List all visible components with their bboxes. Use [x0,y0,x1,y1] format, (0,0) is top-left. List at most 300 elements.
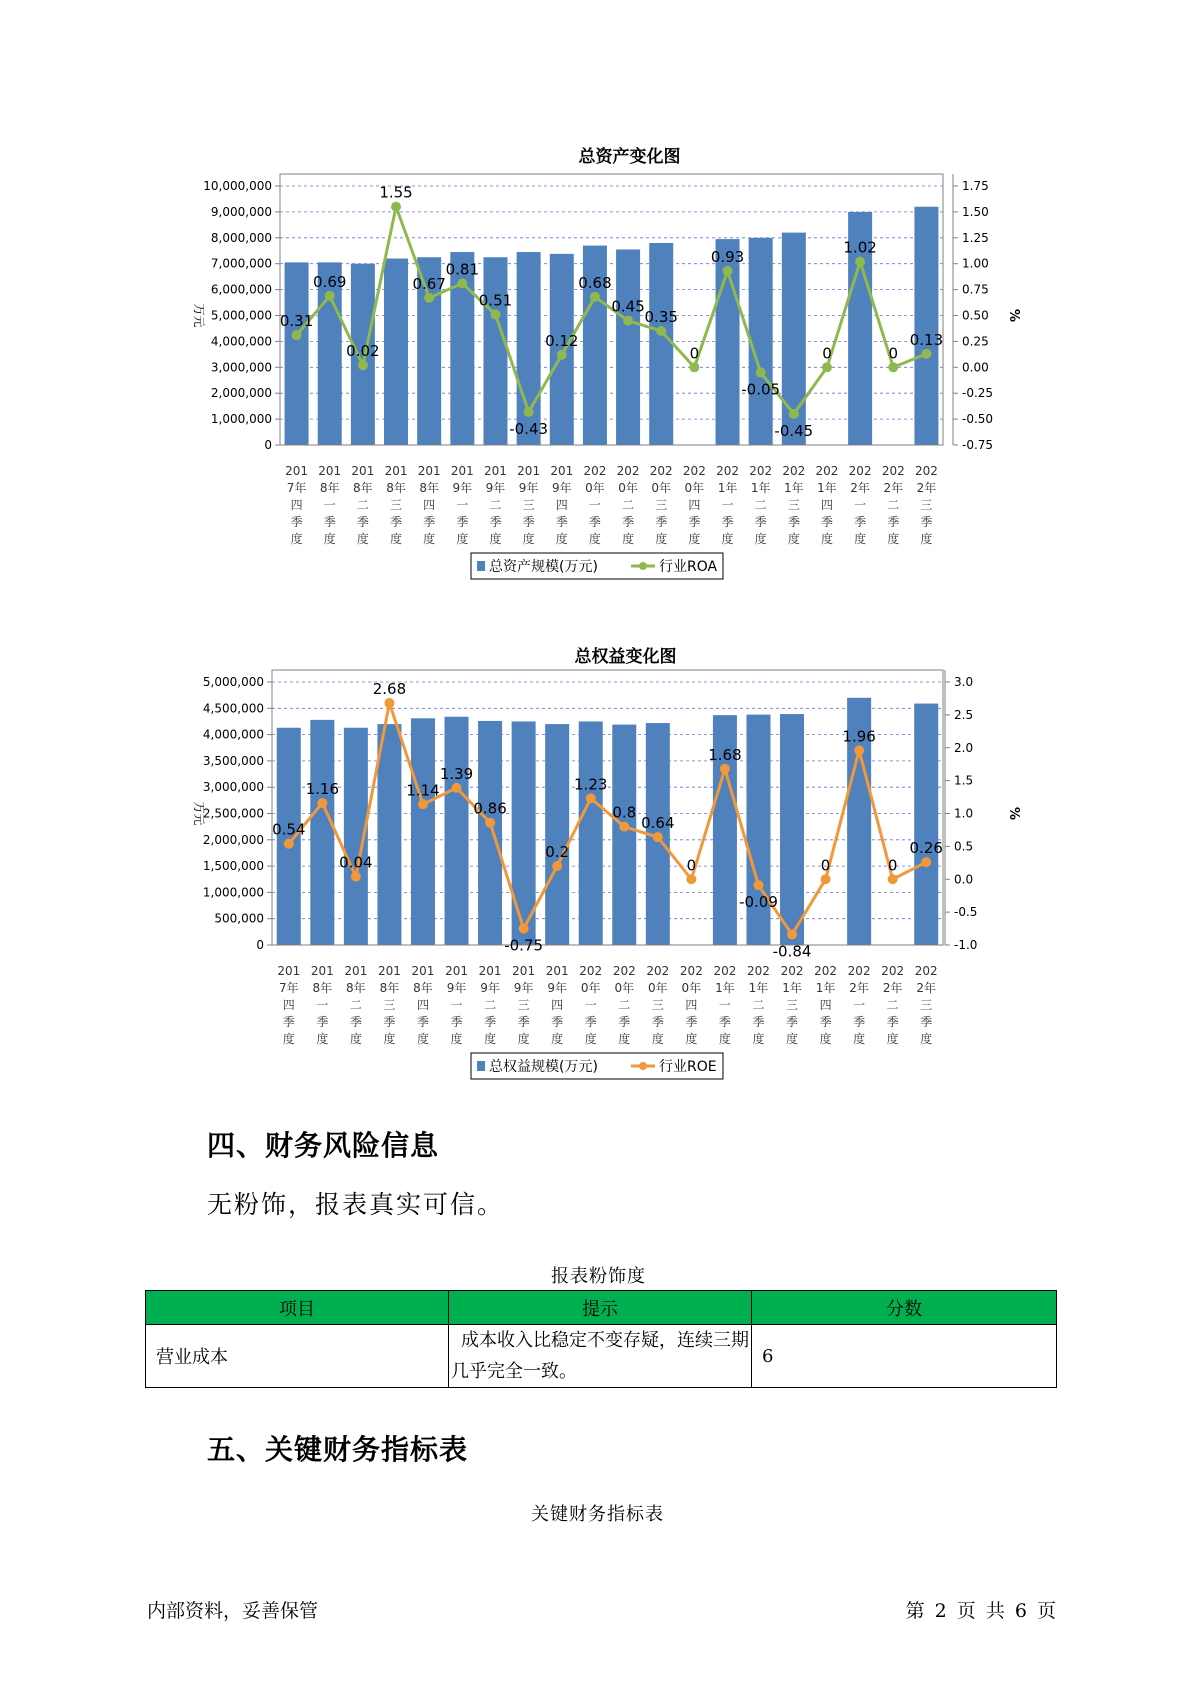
x-tick-label: 201 [344,964,368,978]
x-tick-label: 季 [517,1015,530,1029]
x-tick-label: 202 [649,464,673,478]
data-label: 1.14 [406,781,440,800]
x-tick-label: 季 [685,1015,698,1029]
x-tick-label: 季 [383,1015,396,1029]
section5-heading: 五、关键财务指标表 [207,1433,469,1466]
x-tick-label: 三 [651,998,664,1012]
y2-axis-label: % [1006,308,1021,323]
table-row [146,1325,1057,1388]
line-point [854,745,864,755]
line-point [284,839,294,849]
x-tick-label: 201 [384,464,408,478]
x-tick-label: 季 [920,515,933,529]
x-tick-label: 202 [583,464,607,478]
x-tick-label: 季 [651,1015,664,1029]
y-tick-label: 4,000,000 [210,334,272,349]
x-tick-label: 2年 [916,481,937,495]
y2-tick-label: 1.00 [962,256,989,271]
x-tick-label: 三 [522,498,535,512]
x-tick-label: 0年 [651,481,672,495]
x-tick-label: 季 [349,1015,362,1029]
x-tick-label: 201 [411,964,435,978]
x-tick-label: 201 [478,964,502,978]
y-tick-label: 0 [264,438,272,452]
line-point [888,362,898,372]
x-tick-label: 季 [787,515,800,529]
x-tick-label: 三 [920,998,933,1012]
y-tick-label: 7,000,000 [210,256,272,271]
data-label: 0.31 [279,312,314,331]
x-tick-label: 202 [679,964,703,978]
y-axis-label: 万元 [192,801,206,826]
x-tick-label: 8年 [413,981,433,995]
data-label: 0.13 [909,330,944,349]
x-tick-label: 201 [450,464,474,478]
x-tick-label: 9年 [480,981,500,995]
y2-tick-label: 1.5 [954,773,974,788]
line-point [720,764,730,774]
x-tick-label: 四 [290,498,303,512]
risk-table-caption: 报表粉饰度 [551,1266,646,1287]
x-tick-label: 度 [886,1032,899,1046]
x-tick-label: 季 [416,1015,429,1029]
x-tick-label: 1年 [717,481,738,495]
x-tick-label: 202 [881,964,905,978]
x-tick-label: 度 [349,1032,362,1046]
data-label: 0.02 [346,342,380,361]
x-tick-label: 201 [517,464,541,478]
x-tick-label: 度 [517,1032,530,1046]
section4-heading: 四、财务风险信息 [207,1129,440,1162]
bar [612,725,636,945]
bar [483,257,507,445]
y-tick-label: 8,000,000 [210,230,272,245]
y-tick-label: 1,000,000 [202,885,264,900]
x-tick-label: 201 [318,464,342,478]
line-point [921,857,931,867]
line-point [590,292,600,302]
x-tick-label: 一 [721,498,734,512]
line-point [358,360,368,370]
x-tick-label: 度 [718,1032,731,1046]
line-point [457,278,467,288]
line-point [317,798,327,808]
x-tick-label: 度 [551,1032,564,1046]
x-tick-label: 度 [416,1032,429,1046]
x-tick-label: 度 [786,1032,799,1046]
x-tick-label: 202 [914,964,938,978]
x-tick-label: 四 [555,498,568,512]
data-label: -0.75 [504,936,544,955]
x-tick-label: 二 [752,998,765,1012]
legend-line-label: 行业ROE [659,1059,717,1075]
line-point [519,924,529,934]
x-tick-label: 度 [588,532,601,546]
data-label: -0.05 [741,380,781,399]
x-tick-label: 2年 [916,981,937,995]
data-label: 0.26 [909,839,943,858]
line-point [557,350,567,360]
x-tick-label: 7年 [286,481,307,495]
x-tick-label: 季 [854,515,867,529]
bar [285,262,309,445]
data-label: -0.84 [772,942,812,961]
x-tick-label: 季 [584,1015,597,1029]
x-tick-label: 201 [310,964,334,978]
x-tick-label: 度 [655,532,668,546]
x-tick-label: 二 [887,498,900,512]
x-tick-label: 201 [484,464,507,478]
data-label: 0.45 [611,297,645,316]
x-tick-label: 度 [622,532,635,546]
data-label: 0.68 [578,273,612,292]
y-tick-label: 500,000 [214,911,264,926]
x-tick-label: 度 [489,532,502,546]
line-point [723,266,733,276]
data-label: 0.81 [445,260,480,279]
bar [478,721,502,945]
x-tick-label: 度 [685,1032,698,1046]
x-tick-label: 202 [881,464,905,478]
bar [445,717,469,945]
x-tick-label: 度 [920,1032,933,1046]
bar [616,249,640,445]
legend-line-marker [639,562,647,570]
x-tick-label: 0年 [614,981,635,995]
bar [780,714,804,945]
line-point [490,309,500,319]
x-tick-label: 三 [390,498,403,512]
x-tick-label: 季 [390,515,403,529]
data-label: 0.2 [545,843,570,862]
x-tick-label: 201 [512,964,536,978]
y2-tick-label: 1.25 [962,230,989,245]
x-tick-label: 8年 [346,981,366,995]
x-tick-label: 2年 [883,481,904,495]
x-tick-label: 度 [282,1032,295,1046]
data-label: 0.8 [612,803,637,822]
x-tick-label: 度 [323,532,336,546]
x-tick-label: 季 [819,1015,832,1029]
risk-table-header-hint: 提示 [449,1291,752,1325]
x-tick-label: 1年 [782,981,802,995]
x-tick-label: 202 [914,464,938,478]
line-point [391,202,401,212]
y2-tick-label: -0.75 [962,438,994,452]
x-tick-label: 季 [655,515,668,529]
line-point [653,832,663,842]
x-tick-label: 四 [551,998,564,1012]
x-tick-label: 季 [820,515,833,529]
x-tick-label: 202 [814,964,838,978]
x-tick-label: 1年 [817,481,837,495]
x-tick-label: 度 [456,532,469,546]
x-tick-label: 9年 [547,981,567,995]
x-tick-label: 8年 [312,981,333,995]
x-tick-label: 度 [853,1032,866,1046]
data-label: 1.68 [708,745,742,764]
x-tick-label: 1年 [784,481,804,495]
x-tick-label: 9年 [551,481,572,495]
x-tick-label: 季 [752,1015,765,1029]
x-tick-label: 一 [854,498,867,512]
line-point [789,409,799,419]
line-point [888,874,898,884]
x-tick-label: 一 [450,998,463,1012]
x-tick-label: 三 [655,498,668,512]
x-tick-label: 度 [651,1032,664,1046]
x-tick-label: 202 [780,964,804,978]
x-tick-label: 二 [356,498,369,512]
legend-line-marker [639,1062,647,1070]
x-tick-label: 季 [522,515,535,529]
x-tick-label: 度 [754,532,767,546]
x-tick-label: 季 [754,515,767,529]
data-label: 1.02 [843,238,877,257]
x-tick-label: 8年 [386,481,406,495]
x-tick-label: 0年 [684,481,705,495]
x-tick-label: 季 [721,515,734,529]
x-tick-label: 202 [646,964,670,978]
y2-tick-label: 1.75 [962,179,989,193]
x-tick-label: 季 [489,515,502,529]
y2-tick-label: -0.50 [962,412,994,427]
x-tick-label: 度 [484,1032,497,1046]
risk-table-header-row [146,1291,1057,1325]
x-tick-label: 202 [616,464,640,478]
x-tick-label: 9年 [452,481,473,495]
y2-tick-label: 0.50 [962,308,989,323]
x-tick-label: 季 [588,515,601,529]
y-tick-label: 2,500,000 [202,806,264,821]
x-tick-label: 度 [819,1032,832,1046]
x-tick-label: 0年 [681,981,702,995]
x-tick-label: 202 [782,464,806,478]
footer-confidential-note: 内部资料，妥善保管 [147,1600,319,1622]
data-label: 1.39 [439,764,474,783]
x-tick-label: 季 [920,1015,933,1029]
y-tick-label: 2,000,000 [202,832,264,847]
line-point [424,293,434,303]
x-tick-label: 1年 [815,981,836,995]
x-tick-label: 度 [787,532,800,546]
x-tick-label: 三 [383,998,396,1012]
y2-tick-label: 0.00 [962,360,989,375]
x-tick-label: 0年 [648,981,668,995]
x-tick-label: 二 [349,998,362,1012]
y2-tick-label: 2.5 [954,707,974,722]
bar [545,724,569,945]
x-tick-label: 季 [618,1015,631,1029]
x-tick-label: 三 [920,498,933,512]
line-point [855,257,865,267]
x-tick-label: 1年 [748,981,769,995]
x-tick-label: 2年 [849,981,869,995]
y2-tick-label: 2.0 [954,740,974,755]
section4-text: 无粉饰，报表真实可信。 [207,1190,505,1219]
x-tick-label: 201 [545,964,569,978]
data-label: 0 [689,344,700,363]
data-label: 1.23 [574,775,608,794]
x-tick-label: 201 [285,464,309,478]
x-tick-label: 202 [848,464,872,478]
x-tick-label: 0年 [618,481,638,495]
bar [377,724,401,945]
line-point [351,872,361,882]
line-point [656,326,666,336]
y2-tick-label: 0.25 [962,334,989,349]
x-tick-label: 季 [887,515,900,529]
line-point [485,818,495,828]
x-tick-label: 201 [417,464,441,478]
y2-axis-label: % [1006,806,1021,821]
y-tick-label: 4,000,000 [202,727,264,742]
data-label: 0.04 [339,853,373,872]
data-label: 0.12 [545,331,579,350]
x-tick-label: 季 [450,1015,463,1029]
y2-tick-label: 0.5 [954,839,974,854]
x-tick-label: 三 [517,998,530,1012]
data-label: 0 [887,856,898,875]
x-tick-label: 四 [820,498,833,512]
y-tick-label: 3,000,000 [210,360,272,375]
x-tick-label: 一 [718,998,731,1012]
x-tick-label: 度 [721,532,734,546]
x-tick-label: 度 [854,532,867,546]
data-label: 2.68 [372,680,407,699]
x-tick-label: 二 [754,498,767,512]
y-tick-label: 5,000,000 [202,675,264,689]
line-point [753,880,763,890]
x-tick-label: 201 [377,964,401,978]
x-tick-label: 二 [489,498,502,512]
legend-bar-label: 总权益规模(万元) [489,1059,598,1075]
x-tick-label: 二 [886,998,899,1012]
x-tick-label: 季 [786,1015,799,1029]
bar [749,238,773,445]
x-tick-label: 1年 [715,981,735,995]
y-tick-label: 1,500,000 [202,859,264,874]
line-point [325,291,335,301]
line-point [452,783,462,793]
x-tick-label: 四 [685,998,698,1012]
x-tick-label: 8年 [319,481,340,495]
risk-item-cell: 营业成本 [146,1325,449,1388]
data-label: 1.55 [379,183,413,202]
line-point [787,929,797,939]
data-label: 0.67 [412,274,446,293]
y-axis-label: 万元 [192,303,206,328]
x-tick-label: 季 [356,515,369,529]
bar [579,721,603,945]
x-tick-label: 201 [445,964,468,978]
total-assets-chart-svg [0,138,1191,598]
x-tick-label: 202 [747,964,770,978]
line-point [552,861,562,871]
x-tick-label: 季 [323,515,336,529]
risk-table [145,1290,1057,1388]
x-tick-label: 季 [622,515,635,529]
x-tick-label: 202 [716,464,739,478]
x-tick-label: 度 [356,532,369,546]
total-assets-chart [0,138,1191,575]
x-tick-label: 202 [579,964,603,978]
x-tick-label: 2年 [850,481,870,495]
x-tick-label: 四 [416,998,429,1012]
plot-area [272,670,943,945]
bar [914,207,938,445]
y2-tick-label: 1.0 [954,806,974,821]
y2-tick-label: 3.0 [954,675,974,689]
data-label: -0.09 [739,893,778,912]
x-tick-label: 度 [290,532,303,546]
x-tick-label: 季 [718,1015,731,1029]
risk-table-header-score: 分数 [752,1291,1057,1325]
x-tick-label: 一 [323,498,336,512]
x-tick-label: 四 [688,498,701,512]
x-tick-label: 三 [787,498,800,512]
x-tick-label: 季 [423,515,436,529]
x-tick-label: 201 [351,464,375,478]
x-tick-label: 202 [847,964,871,978]
data-label: 0.93 [710,247,745,266]
x-tick-label: 季 [484,1015,497,1029]
y-tick-label: 5,000,000 [210,308,272,323]
line-point [756,367,766,377]
x-tick-label: 8年 [379,981,400,995]
data-label: 0.51 [478,291,513,310]
y-tick-label: 3,000,000 [202,780,264,795]
x-tick-label: 9年 [513,981,534,995]
x-tick-label: 三 [786,998,799,1012]
y-tick-label: 6,000,000 [210,282,272,297]
x-tick-label: 季 [551,1015,564,1029]
y2-tick-label: 0.0 [954,872,974,887]
x-tick-label: 度 [887,532,900,546]
x-tick-label: 0年 [585,481,605,495]
x-tick-label: 度 [390,532,403,546]
x-tick-label: 2年 [882,981,903,995]
total-equity-chart-svg [0,638,1191,1098]
x-tick-label: 季 [316,1015,329,1029]
risk-table-header-item: 项目 [146,1291,449,1325]
key-metrics-table-caption: 关键财务指标表 [531,1504,664,1525]
y2-tick-label: -0.5 [954,905,978,920]
line-point [689,362,699,372]
x-tick-label: 度 [555,532,568,546]
y-tick-label: 2,000,000 [210,386,272,401]
x-tick-label: 一 [853,998,866,1012]
x-tick-label: 四 [423,498,436,512]
data-label: 1.16 [305,779,340,798]
line-point [822,362,832,372]
chart-title: 总资产变化图 [578,147,681,167]
legend-line-label: 行业ROA [659,559,718,575]
x-tick-label: 8年 [419,481,439,495]
x-tick-label: 度 [383,1032,396,1046]
x-tick-label: 202 [749,464,773,478]
x-tick-label: 度 [423,532,436,546]
data-label: 0 [686,856,697,875]
bar [384,259,408,445]
x-tick-label: 一 [584,998,597,1012]
x-tick-label: 度 [752,1032,765,1046]
x-tick-label: 度 [618,1032,631,1046]
footer-page-number: 第 2 页 共 6 页 [905,1600,1056,1622]
line-point [524,407,534,417]
line-point [292,330,302,340]
data-label: -0.45 [774,421,814,440]
